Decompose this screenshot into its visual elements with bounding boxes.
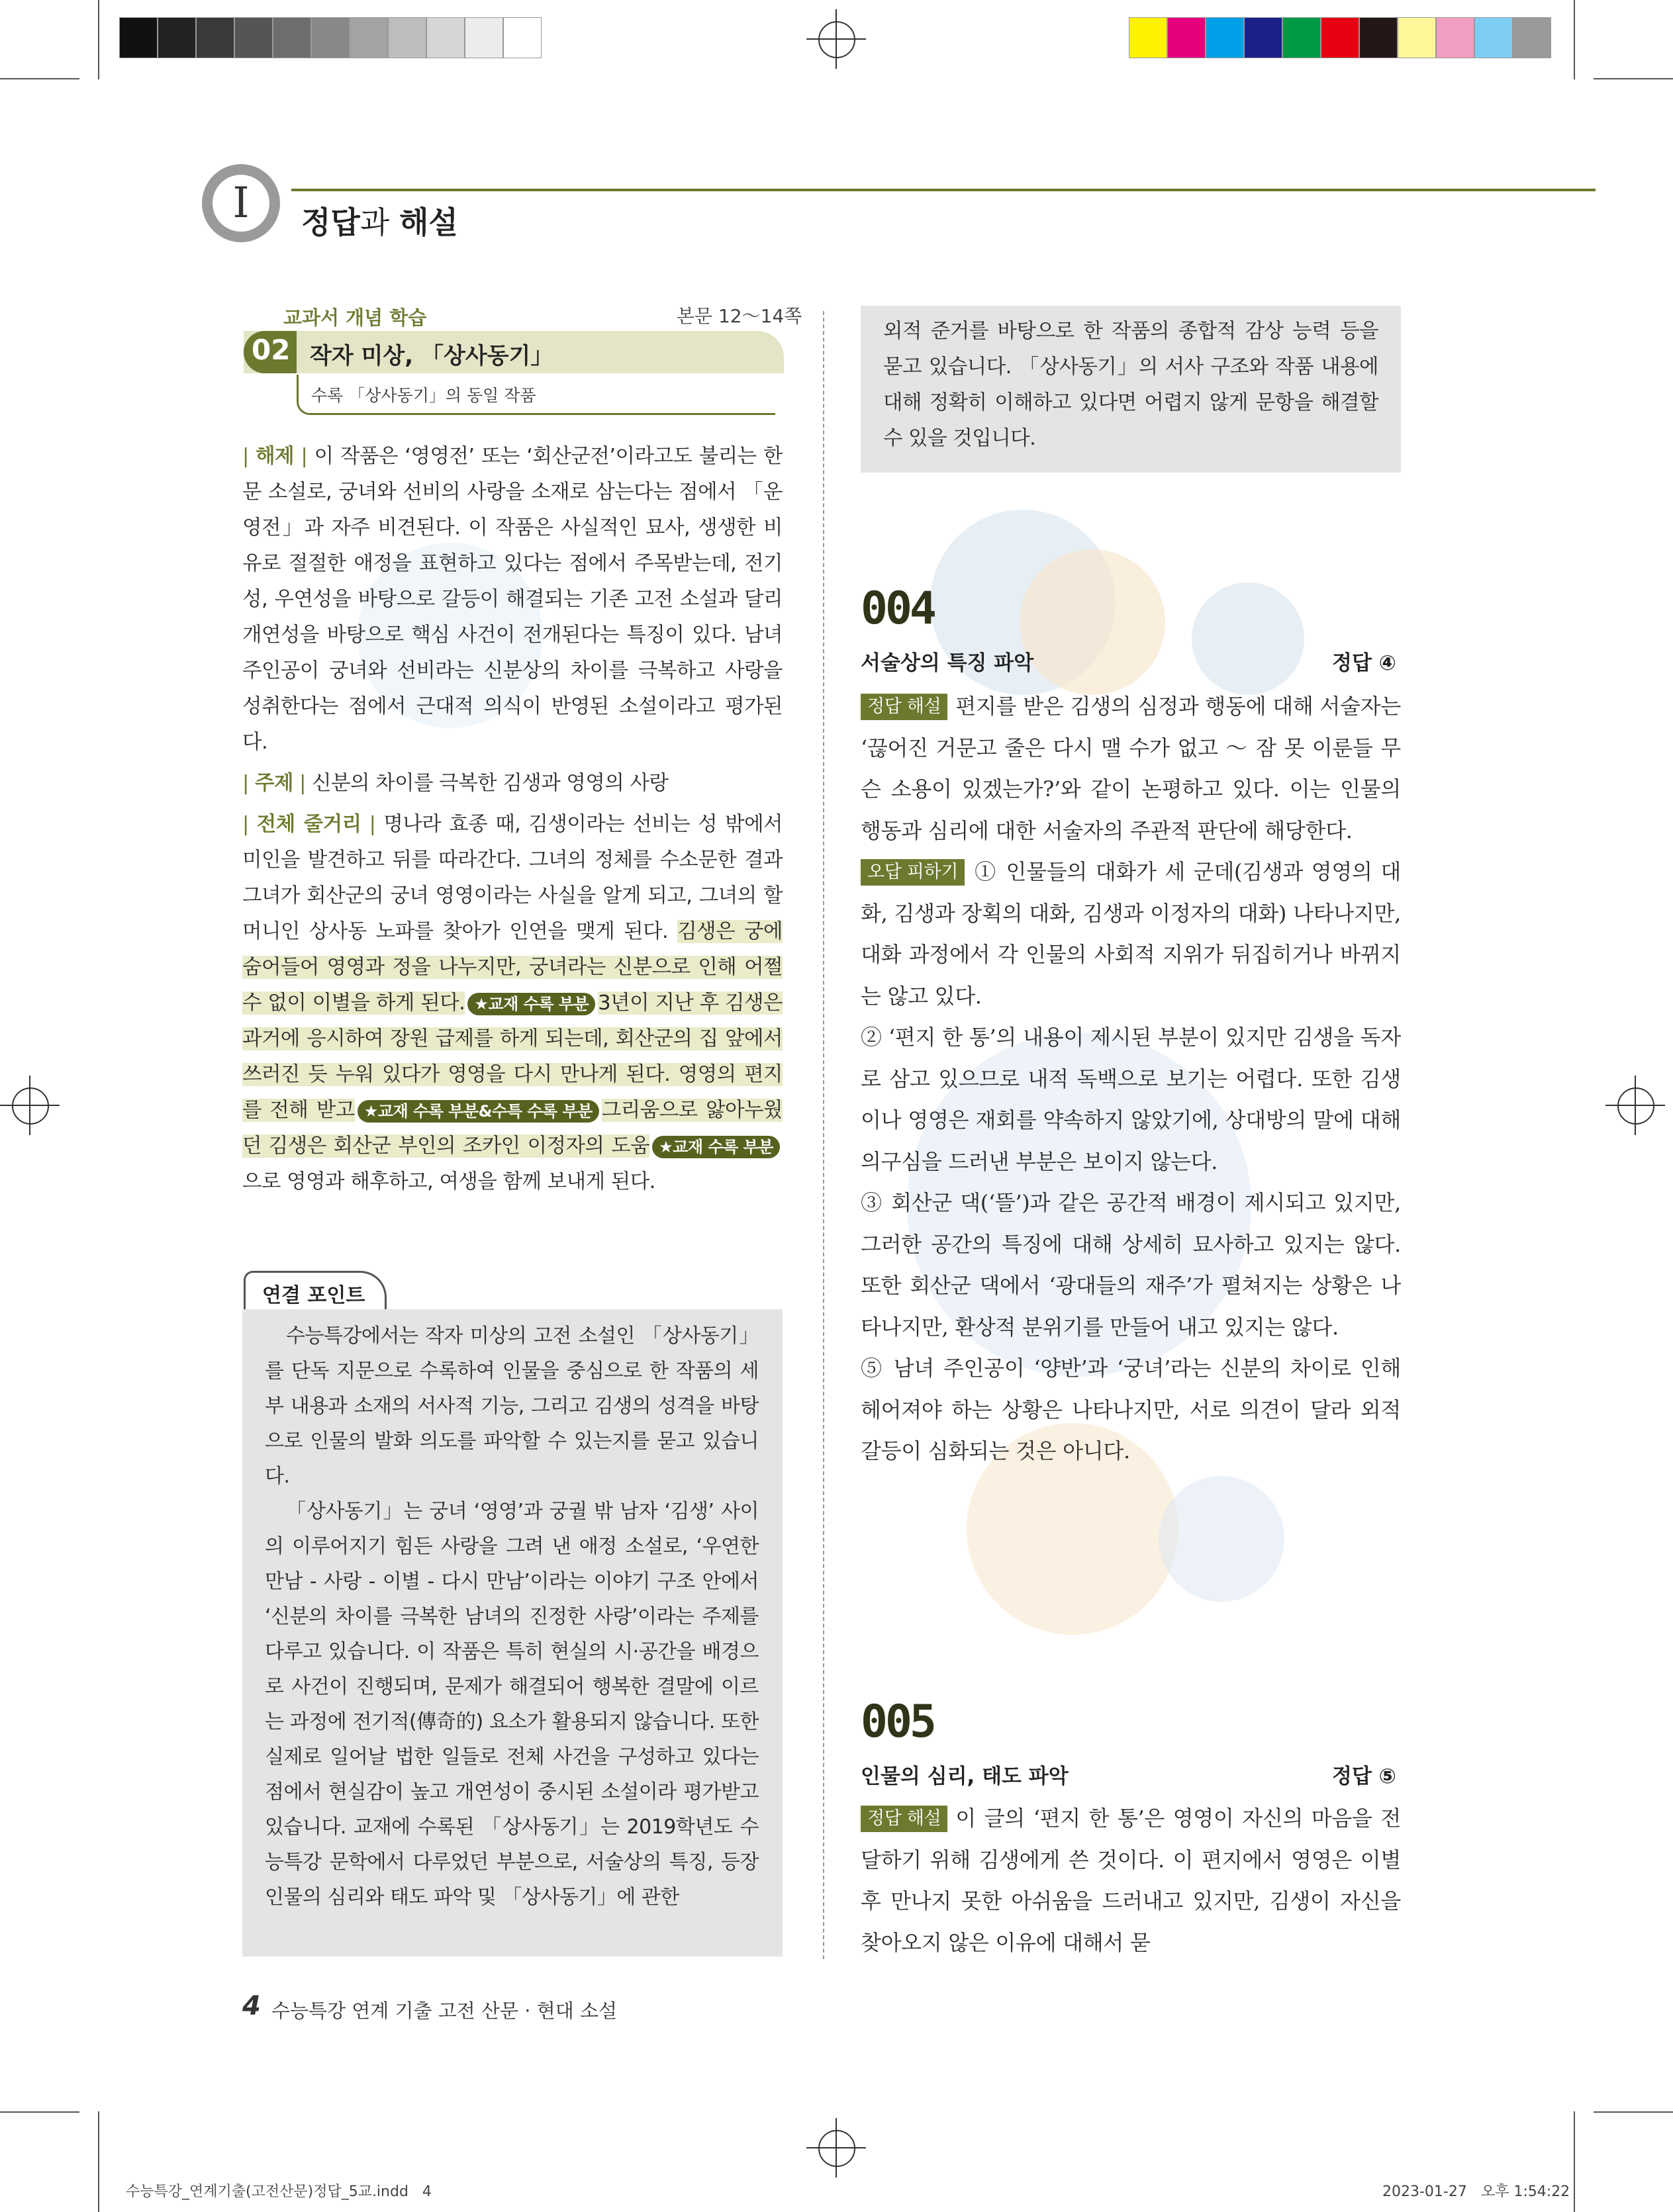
registration-mark-top: [806, 9, 866, 69]
gray-swatch: [273, 17, 311, 58]
plot-paragraph: | 전체 줄거리 | 명나라 효종 때, 김생이라는 선비는 성 밖에서 미인을 발견하고 뒤를 따라간다. 그녀의 정체를 수소문한 결과 그녀가 회산군의 궁녀 영영이라는 사실을 알게 되고, 그녀의 할머니인 상사동 노파를 찾아가 인연을 맺게 된다. 김생은 궁에 숨어들어 영영과 정을 나누지만, 궁녀라는 신분으로 인해 어쩔 수 없이 이별을 하게 된다. ★교재 수록 부분 3년이 지난 후 김생은 과거에 응시하여 장원 급제를 하게 되는데, 회산군의 집 앞에서 쓰러진 듯 누워 있다가 영영을 다시 만나게 된다. 영영의 편지를 전해 받고 ★교재 수록 부분&수특 수록 부분 그리움으로 앓아누웠던 김생은 회산군 부인의 조카인 이정자의 도움 ★교재 수록 부분으로 영영과 해후하고, 여생을 함께 보내게 된다.: [242, 813, 783, 1193]
watermark-circle: [1192, 582, 1304, 695]
gray-swatch: [388, 17, 426, 58]
star-icon: ★: [474, 995, 489, 1013]
page-number: 4: [242, 1991, 261, 2021]
question-title: 서술상의 특징 파악: [861, 651, 1034, 675]
answer-badge: 정답 해설: [861, 1806, 947, 1832]
crop-mark: [98, 2111, 99, 2212]
gray-swatch: [350, 17, 388, 58]
star-icon: ★: [363, 1102, 378, 1121]
answer-badge: 정답 해설: [861, 694, 947, 720]
chapter-numeral: I: [213, 175, 269, 232]
watermark-circle: [1020, 549, 1165, 695]
color-swatch: [1398, 17, 1436, 58]
section-subtitle: 수록 「상사동기」의 동일 작품: [311, 386, 536, 405]
color-swatch: [1244, 17, 1282, 58]
registration-mark-left: [0, 1076, 60, 1135]
column-divider: [823, 311, 824, 1959]
crop-mark: [98, 0, 99, 79]
gray-swatch: [426, 17, 465, 58]
question-number: 005: [861, 1696, 934, 1748]
explanation-paragraph: | 해제 | 이 작품은 ‘영영전’ 또는 ‘회산군전’이라고도 불리는 한 문 소설로, 궁녀와 선비의 사랑을 소재로 삼는다는 점에서 「운영전」과 자주 비견된다. 이 작품은 사실적인 묘사, 생생한 비유로 절절한 애정을 표현하고 있다는 점에서 주목받는데, 전기성, 우연성을 바탕으로 갈등이 해결되는 기존 고전 소설과 달리 개연성을 바탕으로 핵심 사건이 전개된다는 특징이 있다. 남녀 주인공이 궁녀와 선비라는 신분상의 차이를 극복하고 사랑을 성취한다는 점에서 근대적 의식이 반영된 소설이라고 평가된다.: [242, 445, 783, 754]
section-title: 작자 미상, 「상사동기」: [310, 343, 553, 369]
continuation-text: 외적 준거를 바탕으로 한 작품의 종합적 감상 능력 등을 묻고 있습니다. 「상사동기」의 서사 구조와 작품 내용에 대해 정확히 이해하고 있다면 어렵지 않게 문항을 해결할 수 있을 것입니다.: [883, 320, 1378, 450]
gray-swatch: [119, 17, 158, 58]
color-swatch: [1321, 17, 1359, 58]
registration-mark-right: [1605, 1076, 1665, 1135]
textbook-tag: ★교재 수록 부분: [652, 1136, 780, 1158]
question-title: 인물의 심리, 태도 파악: [861, 1765, 1069, 1788]
gray-swatch: [311, 17, 350, 58]
section-number: 02: [252, 334, 291, 366]
color-swatch: [1129, 17, 1167, 58]
page-range: 본문 12～14쪽: [677, 305, 802, 327]
crop-mark: [1574, 2111, 1575, 2212]
connection-text: 수능특강에서는 작자 미상의 고전 소설인 「상사동기」를 단독 지문으로 수록하여 인물을 중심으로 한 작품의 세부 내용과 소재의 서사적 기능, 그리고 김생의 성격을 바탕으로 인물의 발화 의도를 파악할 수 있는지를 묻고 있습니다. 「상사동기」는 궁녀 ‘영영’과 궁궐 밖 남자 ‘김생’ 사이의 이루어지기 힘든 사랑을 그려 낸 애정 소설로, ‘우연한 만남 - 사랑 - 이별 - 다시 만남’이라는 이야기 구조 안에서 ‘신분의 차이를 극복한 남녀의 진정한 사랑’이라는 주제를 다루고 있습니다. 이 작품은 특히 현실의 시·공간을 배경으로 사건이 진행되며, 문제가 해결되어 행복한 결말에 이르는 과정에 전기적(傳奇的) 요소가 활용되지 않습니다. 또한 실제로 일어날 법한 일들로 전체 사건을 구성하고 있다는 점에서 현실감이 높고 개연성이 중시된 소설이라 평가받고 있습니다. 교재에 수록된 「상사동기」는 2019학년도 수능특강 문학에서 다루었던 부분으로, 서술상의 특징, 등장인물의 심리와 태도 파악 및 「상사동기」에 관한: [265, 1324, 759, 1909]
color-swatch: [1436, 17, 1474, 58]
chapter-rule: [291, 189, 1596, 191]
theme-paragraph: | 주제 | 신분의 차이를 극복한 김생과 영영의 사랑: [242, 772, 669, 795]
print-timestamp: 2023-01-27 오후 1:54:22: [1382, 2184, 1570, 2200]
book-title: 수능특강 연계 기출 고전 산문 · 현대 소설: [271, 2000, 617, 2022]
gray-swatch: [196, 17, 234, 58]
crop-mark: [1594, 78, 1673, 79]
textbook-tag: ★교재 수록 부분: [467, 993, 595, 1015]
crop-mark: [0, 78, 79, 79]
color-swatch: [1359, 17, 1398, 58]
crop-mark: [0, 2111, 79, 2113]
textbook-tag: ★교재 수록 부분&수특 수록 부분: [358, 1100, 599, 1123]
wrong-answer-badge: 오답 피하기: [861, 859, 965, 886]
star-icon: ★: [659, 1138, 673, 1156]
chapter-title: 정답과 해설: [301, 205, 458, 240]
gray-swatch: [158, 17, 196, 58]
gray-swatch: [465, 17, 503, 58]
q004-body: 정답 해설 편지를 받은 김생의 심정과 행동에 대해 서술자는 ‘끊어진 거문고 줄은 다시 맬 수가 없고 ～ 잠 못 이룬들 무슨 소용이 있겠는가?’와 같이 논평하고 있다. 이는 인물의 행동과 심리에 대한 서술자의 주관적 판단에 해당한다. 오답 피하기 ① 인물들의 대화가 세 군데(김생과 영영의 대화, 김생과 장획의 대화, 김생과 이정자의 대화) 나타나지만, 대화 과정에서 각 인물의 사회적 지위가 뒤집히거나 바뀌지는 않고 있다. ② ‘편지 한 통’의 내용이 제시된 부분이 있지만 김생을 독자로 삼고 있으므로 내적 독백으로 보기는 어렵다. 또한 김생이나 영영은 재회를 약속하지 않았기에, 상대방의 말에 대해 의구심을 드러낸 부분은 보이지 않는다. ③ 회산군 댁(‘뜰’)과 같은 공간적 배경이 제시되고 있지만, 그러한 공간의 특징에 대해 상세히 묘사하고 있지는 않다. 또한 회산군 댁에서 ‘광대들의 재주’가 펼쳐지는 상황은 나타나지만, 환상적 분위기를 만들어 내고 있지는 않다. ⑤ 남녀 주인공이 ‘양반’과 ‘궁녀’라는 신분의 차이로 인해 헤어져야 하는 상황은 나타나지만, 서로 의견이 달라 외적 갈등이 심화되는 것은 아니다.: [861, 694, 1401, 1463]
registration-mark-bottom: [806, 2118, 866, 2178]
color-swatch: [1206, 17, 1244, 58]
question-answer: 정답 ④: [1332, 651, 1396, 675]
indd-file-name: 수능특강_연계기출(고전산문)정답_5교.indd 4: [126, 2184, 432, 2200]
section-category: 교과서 개념 학습: [283, 306, 427, 329]
crop-mark: [1594, 2111, 1673, 2113]
left-column: [242, 439, 783, 1200]
color-swatch: [1474, 17, 1513, 58]
color-swatch: [1513, 17, 1551, 58]
chapter-badge: [202, 164, 280, 242]
q005-body: 정답 해설 이 글의 ‘편지 한 통’은 영영이 자신의 마음을 전달하기 위해 김생에게 쓴 것이다. 이 편지에서 영영은 이별 후 만나지 못한 아쉬움을 드러내고 있지만, 김생이 자신을 찾아오지 않은 이유에 대해서 묻: [861, 1806, 1401, 1955]
gray-swatch: [503, 17, 542, 58]
color-swatch: [1167, 17, 1206, 58]
connection-label: 연결 포인트: [262, 1284, 365, 1307]
question-number: 004: [861, 582, 934, 635]
question-answer: 정답 ⑤: [1332, 1765, 1396, 1788]
watermark-circle: [1159, 1476, 1284, 1602]
crop-mark: [1574, 0, 1575, 79]
gray-swatch: [234, 17, 273, 58]
color-swatch: [1282, 17, 1321, 58]
